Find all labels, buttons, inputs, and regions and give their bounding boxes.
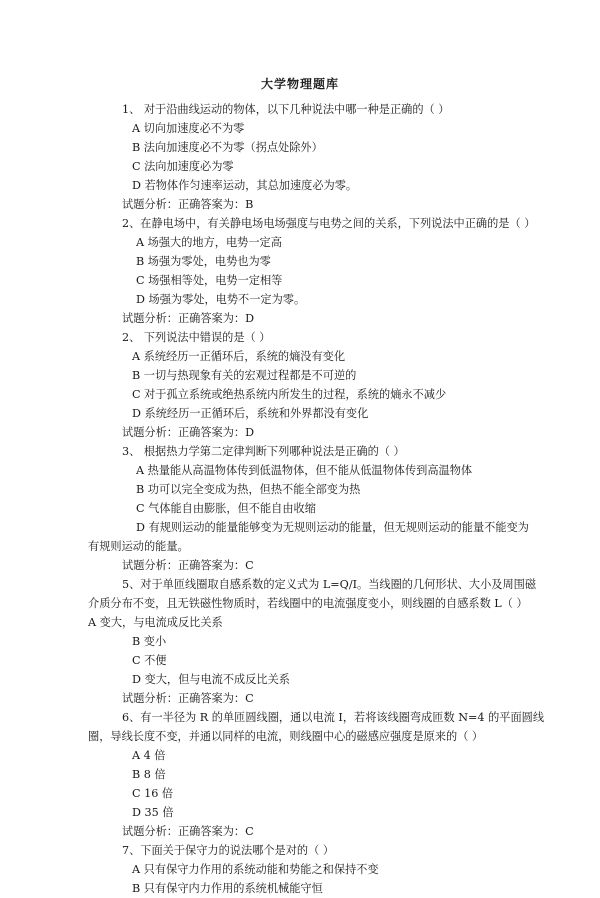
question-option: C 对于孤立系统或绝热系统内所发生的过程，系统的熵永不减少 xyxy=(132,388,447,401)
question-option: B 场强为零处，电势也为零 xyxy=(136,255,271,268)
answer-line: 试题分析：正确答案为：D xyxy=(122,312,255,325)
question-option: B 法向加速度必不为零（拐点处除外） xyxy=(132,141,323,154)
question-stem: 圈，导线长度不变，并通以同样的电流，则线圈中心的磁感应强度是原来的（ ） xyxy=(88,730,484,743)
question-option: A 热量能从高温物体传到低温物体，但不能从低温物体传到高温物体 xyxy=(136,464,473,477)
answer-line: 试题分析：正确答案为：B xyxy=(122,198,254,211)
question-option: A 切向加速度必不为零 xyxy=(132,122,245,135)
document-title: 大学物理题库 xyxy=(260,77,339,91)
question-stem: 1、 对于沿曲线运动的物体，以下几种说法中哪一种是正确的（ ） xyxy=(122,103,450,116)
answer-line: 试题分析：正确答案为：C xyxy=(122,825,254,838)
question-option: B 一切与热现象有关的宏观过程都是不可逆的 xyxy=(132,369,357,382)
question-stem: 2、 下列说法中错误的是（ ） xyxy=(122,331,271,344)
question-list xyxy=(88,100,545,898)
question-stem: 介质分布不变，且无铁磁性物质时，若线圈中的电流强度变小，则线圈的自感系数 L（ ） xyxy=(88,597,528,610)
question-option: A 场强大的地方，电势一定高 xyxy=(136,236,282,249)
question-option: D 变大，但与电流不成反比关系 xyxy=(132,673,290,686)
question-option: A 4 倍 xyxy=(132,749,166,762)
question-stem: 7、下面关于保守力的说法哪个是对的（ ） xyxy=(122,844,335,857)
answer-line: 试题分析：正确答案为：C xyxy=(122,559,254,572)
question-option: B 8 倍 xyxy=(132,768,166,781)
question-option: D 35 倍 xyxy=(132,806,174,819)
question-option: C 16 倍 xyxy=(132,787,174,800)
question-stem: A 变大，与电流成反比关系 xyxy=(88,616,223,629)
question-option: D 场强为零处，电势不一定为零。 xyxy=(136,293,306,306)
question-option: C 气体能自由膨胀，但不能自由收缩 xyxy=(136,502,316,515)
question-stem: 2、在静电场中，有关静电场电场强度与电势之间的关系，下列说法中正确的是（ ） xyxy=(122,217,536,230)
question-stem: 3、 根据热力学第二定律判断下列哪种说法是正确的（ ） xyxy=(122,445,405,458)
question-option: C 法向加速度必为零 xyxy=(132,160,234,173)
question-option: D 若物体作匀速率运动，其总加速度必为零。 xyxy=(132,179,358,192)
answer-line: 试题分析：正确答案为：C xyxy=(122,692,254,705)
question-stem: 6、有一半径为 R 的单匝圆线圈，通以电流 I，若将该线圈弯成匝数 N=4 的平面圆线 xyxy=(122,711,545,724)
question-option: C 场强相等处，电势一定相等 xyxy=(136,274,283,287)
question-option-continuation: 有规则运动的能量。 xyxy=(88,540,189,553)
answer-line: 试题分析：正确答案为：D xyxy=(122,426,255,439)
question-option: A 系统经历一正循环后，系统的熵没有变化 xyxy=(132,350,346,363)
question-option: C 不便 xyxy=(132,654,167,667)
question-option: D 有规则运动的能量能够变为无规则运动的能量，但无规则运动的能量不能变为 xyxy=(136,521,529,534)
question-option: B 功可以完全变成为热，但热不能全部变为热 xyxy=(136,483,361,496)
question-option: B 只有保守内力作用的系统机械能守恒 xyxy=(132,882,323,895)
question-option: A 只有保守力作用的系统动能和势能之和保持不变 xyxy=(132,863,379,876)
question-option: B 变小 xyxy=(132,635,167,648)
question-stem: 5、对于单匝线圈取自感系数的定义式为 L=Q/I。当线圈的几何形状、大小及周围磁 xyxy=(122,578,537,591)
question-option: D 系统经历一正循环后，系统和外界都没有变化 xyxy=(132,407,369,420)
